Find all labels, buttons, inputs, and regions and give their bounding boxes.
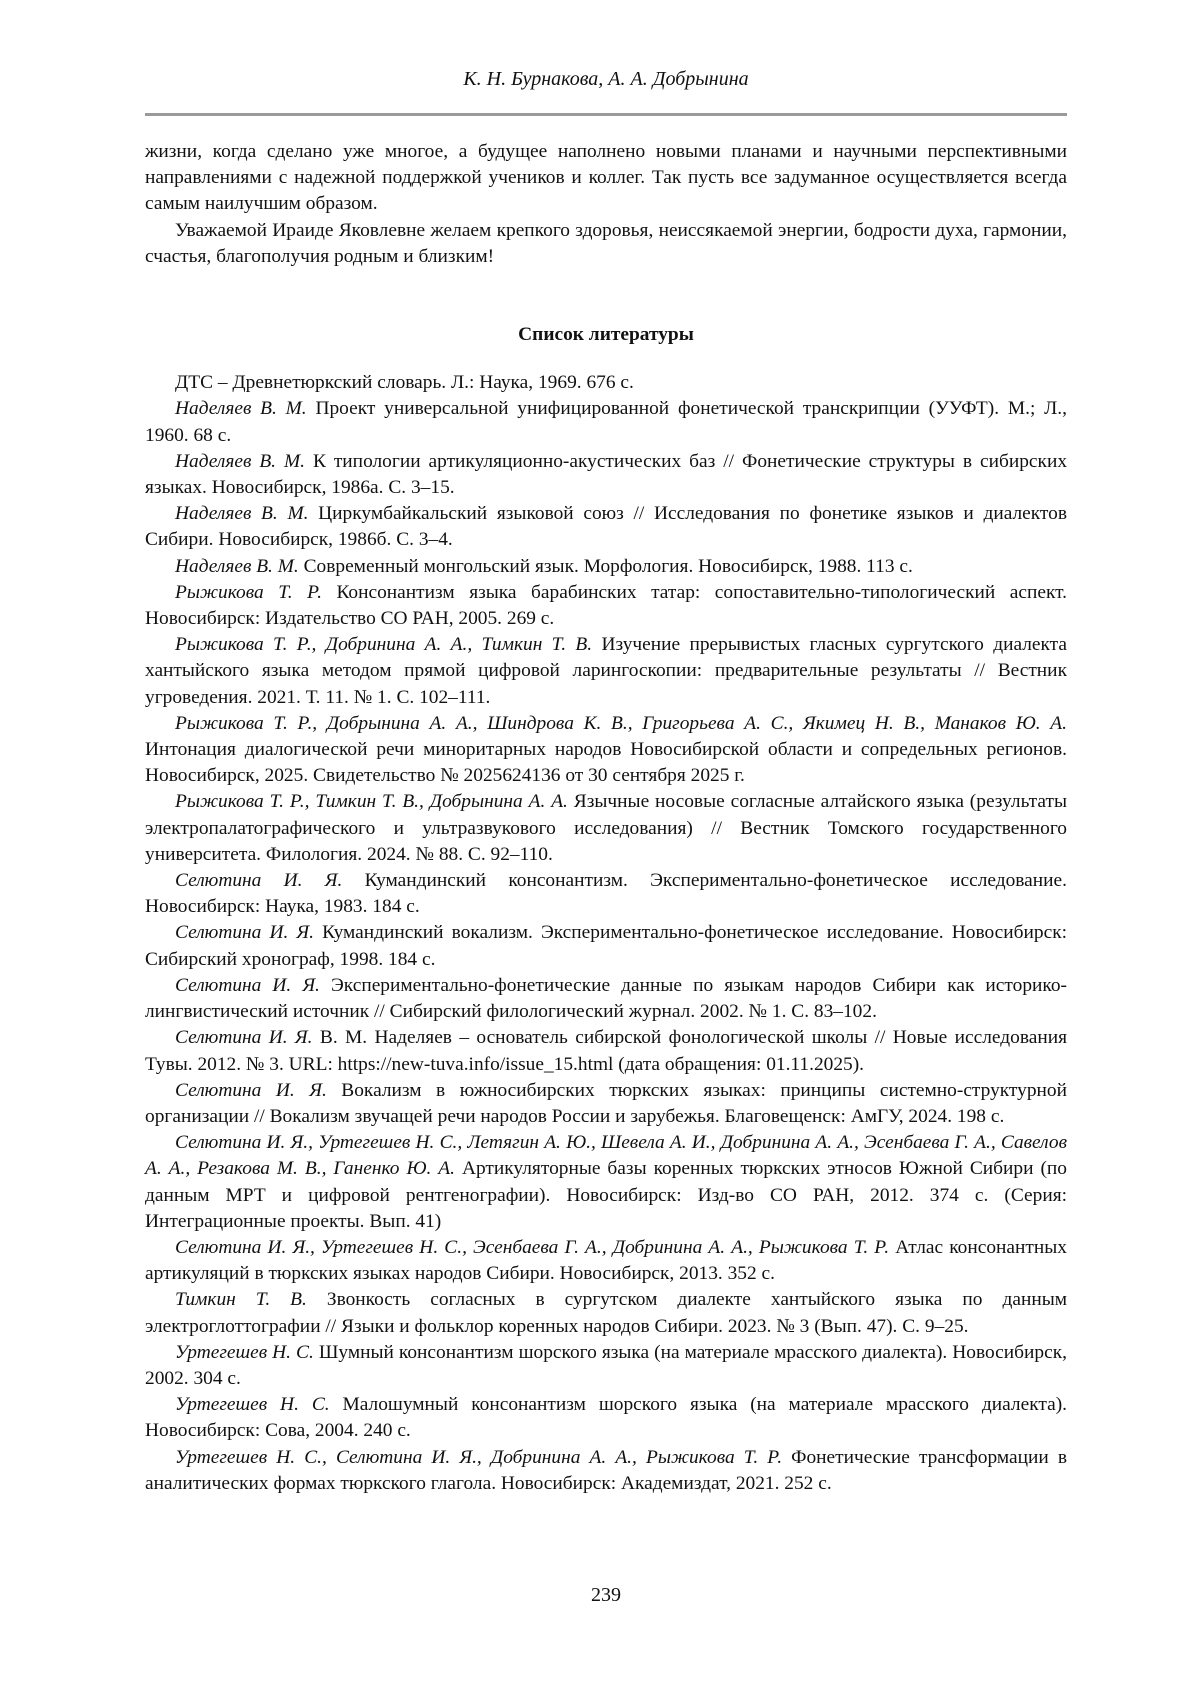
reference-text: Циркумбайкальский языковой союз // Исследования по фонетике языков и диалектов Сибири. Новосибирск, 1986б. С. 3–4.	[145, 503, 1067, 551]
reference-item	[145, 1287, 1067, 1339]
reference-text: Шумный консонантизм шорского языка (на материале мрасского диалекта). Новосибирск, 2002. 304 с.	[145, 1341, 1067, 1389]
reference-authors: Тимкин Т. В.	[175, 1289, 307, 1311]
reference-item	[145, 789, 1067, 868]
reference-authors: Уртегешев Н. С., Селютина И. Я., Добринина А. А., Рыжикова Т. Р.	[175, 1446, 783, 1468]
reference-authors: Наделяев В. М.	[175, 398, 307, 420]
reference-authors: Рыжикова Т. Р., Тимкин Т. В., Добрынина А. А.	[175, 791, 568, 813]
reference-item	[145, 632, 1067, 711]
reference-text: Проект универсальной унифицированной фонетической транскрипции (УУФТ). М.; Л., 1960. 68 с.	[145, 398, 1067, 446]
reference-item	[145, 1392, 1067, 1444]
reference-authors: Рыжикова Т. Р., Добрынина А. А., Шиндрова К. В., Григорьева А. С., Якимец Н. В., Манаков Ю. А.	[175, 712, 1067, 734]
reference-authors: Наделяев В. М.	[175, 450, 305, 472]
reference-item	[145, 554, 1067, 580]
reference-item	[145, 1130, 1067, 1235]
reference-authors: Селютина И. Я., Уртегешев Н. С., Эсенбаева Г. А., Добринина А. А., Рыжикова Т. Р.	[175, 1236, 890, 1258]
reference-item	[145, 580, 1067, 632]
reference-authors: Селютина И. Я.	[175, 1027, 313, 1049]
reference-authors: Селютина И. Я.	[175, 1079, 327, 1101]
reference-text: Экспериментально-фонетические данные по языкам народов Сибири как историко-лингвистический источник // Сибирский филологический журнал. 2002. № 1. С. 83–102.	[145, 974, 1067, 1023]
reference-item	[145, 711, 1067, 790]
body-paragraph: жизни, когда сделано уже многое, а будущее наполнено новыми планами и научными перспективными направлениями с надежной поддержкой учеников и коллег. Так пусть все задуманное осуществляется всегда самым наилучшим образом.	[145, 141, 1067, 215]
reference-item	[145, 370, 1067, 396]
reference-text: Кумандинский вокализм. Экспериментально-фонетическое исследование. Новосибирск: Сибирский хронограф, 1998. 184 с.	[145, 922, 1067, 970]
reference-text: Артикуляторные базы коренных тюркских этносов Южной Сибири (по данным МРТ и цифровой рентгенографии). Новосибирск: Изд-во СО РАН, 2012. 374 с. (Серия: Интеграционные проекты. Вып. 41)	[145, 1158, 1067, 1232]
reference-text: Современный монгольский язык. Морфология. Новосибирск, 1988. 113 с.	[298, 555, 913, 577]
reference-authors: Рыжикова Т. Р.	[175, 581, 322, 603]
reference-authors: Рыжикова Т. Р., Добринина А. А., Тимкин Т. В.	[175, 634, 593, 656]
reference-authors: Селютина И. Я.	[175, 870, 343, 892]
reference-text: Интонация диалогической речи миноритарных народов Новосибирской области и сопредельных регионов. Новосибирск, 2025. Свидетельство № 2025624136 от 30 сентября 2025 г.	[145, 739, 1067, 787]
reference-text: Фонетические трансформации в аналитических формах тюркского глагола. Новосибирск: Академиздат, 2021. 252 с.	[145, 1446, 1068, 1494]
reference-item	[145, 396, 1067, 448]
reference-text: Малошумный консонантизм шорского языка (на материале мрасского диалекта). Новосибирск: Сова, 2004. 240 с.	[145, 1394, 1068, 1442]
reference-text: Атлас консонантных артикуляций в тюркских языках народов Сибири. Новосибирск, 2013. 352 с.	[145, 1236, 1067, 1285]
reference-item	[145, 920, 1067, 972]
reference-item	[145, 868, 1067, 920]
reference-text: ДТС – Древнетюркский словарь. Л.: Наука, 1969. 676 с.	[175, 372, 634, 394]
references-title: Список литературы	[518, 324, 694, 346]
reference-authors: Селютина И. Я.	[175, 974, 320, 996]
body-paragraph: Уважаемой Ираиде Яковлевне желаем крепкого здоровья, неиссякаемой энергии, бодрости духа, гармонии, счастья, благополучия родным и близким!	[145, 219, 1067, 267]
reference-authors: Уртегешев Н. С.	[175, 1394, 330, 1416]
reference-item	[145, 501, 1067, 553]
reference-text: Звонкость согласных в сургутском диалекте хантыйского языка по данным электроглоттографии // Языки и фольклор коренных народов Сибири. 2023. № 3 (Вып. 47). С. 9–25.	[145, 1289, 1067, 1337]
running-header: К. Н. Бурнакова, А. А. Добрынина	[463, 68, 749, 90]
reference-authors: Наделяев В. М.	[175, 503, 309, 525]
header-divider	[145, 113, 1067, 116]
reference-text: Консонантизм языка барабинских татар: сопоставительно-типологический аспект. Новосибирск: Издательство СО РАН, 2005. 269 с.	[145, 581, 1067, 630]
references-list	[145, 370, 1067, 1497]
reference-item	[145, 1445, 1067, 1497]
reference-item	[145, 1235, 1067, 1287]
reference-text: К типологии артикуляционно-акустических баз // Фонетические структуры в сибирских языках. Новосибирск, 1986а. С. 3–15.	[145, 450, 1068, 499]
reference-item	[145, 1078, 1067, 1130]
reference-item	[145, 973, 1067, 1025]
reference-text: Кумандинский консонантизм. Экспериментально-фонетическое исследование. Новосибирск: Наука, 1983. 184 с.	[145, 870, 1067, 918]
reference-item	[145, 1025, 1067, 1077]
reference-text: Язычные носовые согласные алтайского языка (результаты электропалатографического и ультразвукового исследования) // Вестник Томского государственного университета. Филология. 2024. № 88. С. 92–110.	[145, 791, 1067, 865]
reference-item	[145, 1340, 1067, 1392]
reference-authors: Уртегешев Н. С.	[175, 1341, 314, 1363]
page-number: 239	[591, 1584, 621, 1606]
reference-text: Вокализм в южносибирских тюркских языках: принципы системно-структурной организации // Вокализм звучащей речи народов России и зарубежья. Благовещенск: АмГУ, 2024. 198 с.	[145, 1079, 1067, 1127]
reference-item	[145, 449, 1067, 501]
reference-text: Изучение прерывистых гласных сургутского диалекта хантыйского языка методом прямой цифровой ларингоскопии: предварительные результаты // Вестник угроведения. 2021. Т. 11. № 1. С. 102–111.	[145, 634, 1067, 708]
main-content	[145, 139, 1067, 1497]
reference-authors: Селютина И. Я.	[175, 922, 314, 944]
reference-text: В. М. Наделяев – основатель сибирской фонологической школы // Новые исследования Тувы. 2012. № 3. URL: https://new-tuva.info/issue_15.html (дата обращения: 01.11.2025).	[145, 1027, 1068, 1075]
reference-authors: Наделяев В. М.	[175, 555, 299, 577]
reference-authors: Селютина И. Я., Уртегешев Н. С., Летягин А. Ю., Шевела А. И., Добринина А. А., Эсенбаева Г. А., Савелов А. А., Резакова М. В., Ганенко Ю. А.	[145, 1132, 1067, 1180]
